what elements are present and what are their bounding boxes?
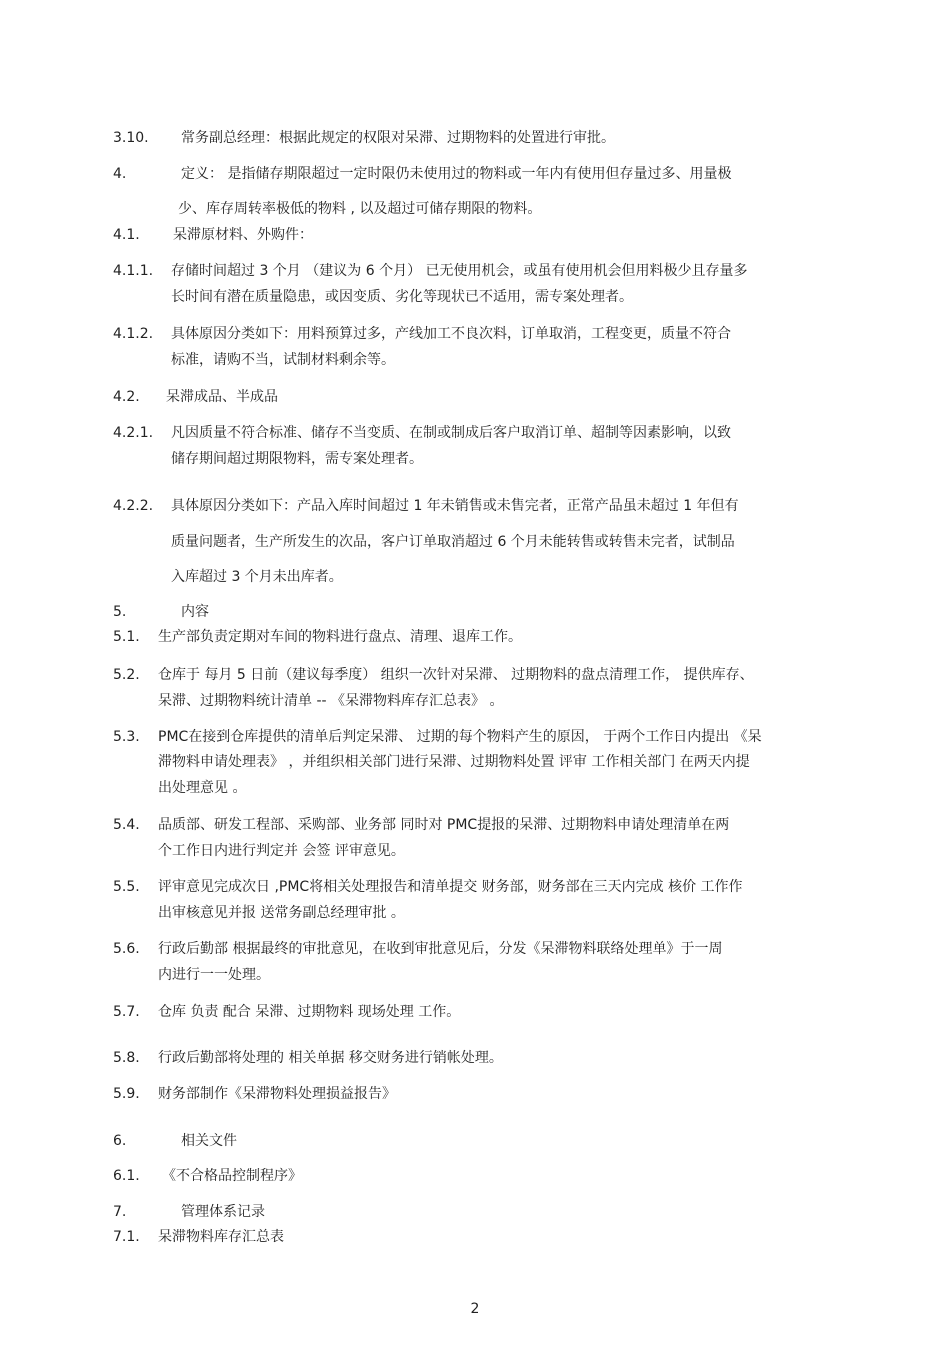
section-number: 5.3.: [113, 729, 140, 745]
section-number: 4.2.: [113, 389, 140, 405]
section-text-line: 呆滞成品、半成品: [166, 389, 278, 405]
section-text-line: PMC在接到仓库提供的清单后判定呆滞、 过期的每个物料产生的原因， 于两个工作日内提出 《呆: [158, 729, 762, 745]
section-number: 5.4.: [113, 817, 140, 833]
section-text-line: 具体原因分类如下：用料预算过多，产线加工不良次料，订单取消，工程变更，质量不符合: [171, 326, 731, 342]
section-text-line: 常务副总经理：根据此规定的权限对呆滞、过期物料的处置进行审批。: [181, 130, 615, 146]
section-text-line: 仓库 负责 配合 呆滞、过期物料 现场处理 工作。: [158, 1004, 461, 1020]
section-text-line: 内容: [181, 604, 209, 620]
section-text-line: 生产部负责定期对车间的物料进行盘点、清理、退库工作。: [158, 629, 522, 645]
section-number: 7.1.: [113, 1229, 140, 1245]
section-text-line: 呆滞物料库存汇总表: [158, 1229, 284, 1245]
section-text-line: 呆滞原材料、外购件：: [173, 227, 313, 243]
section-text-line: 财务部制作《呆滞物料处理损益报告》: [158, 1086, 396, 1102]
section-text-line: 标准，请购不当，试制材料剩余等。: [171, 352, 395, 368]
section-number: 5.6.: [113, 941, 140, 957]
section-number: 4.2.1.: [113, 425, 154, 441]
section-number: 6.: [113, 1133, 127, 1149]
section-number: 6.1.: [113, 1168, 140, 1184]
section-number: 5.9.: [113, 1086, 140, 1102]
section-number: 5.8.: [113, 1050, 140, 1066]
section-text-line: 内进行一一处理。: [158, 967, 270, 983]
section-number: 5.1.: [113, 629, 140, 645]
section-number: 3.10.: [113, 130, 149, 146]
section-text-line: 《不合格品控制程序》: [162, 1168, 302, 1184]
section-number: 4.1.2.: [113, 326, 154, 342]
section-number: 4.: [113, 166, 127, 182]
section-text-line: 品质部、研发工程部、采购部、业务部 同时对 PMC提报的呆滞、过期物料申请处理清单在两: [158, 817, 730, 833]
section-number: 5.7.: [113, 1004, 140, 1020]
section-number: 4.2.2.: [113, 498, 154, 514]
section-number: 4.1.: [113, 227, 140, 243]
section-text-line: 定义： 是指储存期限超过一定时限仍未使用过的物料或一年内有使用但存量过多、用量极: [181, 166, 732, 182]
section-text-line: 个工作日内进行判定并 会签 评审意见。: [158, 843, 405, 859]
section-text-line: 质量问题者，生产所发生的次品，客户订单取消超过 6 个月未能转售或转售未完者，试制品: [171, 534, 735, 550]
section-text-line: 存储时间超过 3 个月 （建议为 6 个月） 已无使用机会，或虽有使用机会但用料极少且存量多: [171, 263, 748, 279]
section-text-line: 行政后勤部 根据最终的审批意见，在收到审批意见后，分发《呆滞物料联络处理单》于一周: [158, 941, 723, 957]
section-text-line: 入库超过 3 个月未出库者。: [171, 569, 343, 585]
page-number: 2: [470, 1301, 480, 1317]
section-number: 5.: [113, 604, 127, 620]
section-text-line: 长时间有潜在质量隐患，或因变质、劣化等现状已不适用，需专案处理者。: [171, 289, 633, 305]
section-text-line: 行政后勤部将处理的 相关单据 移交财务进行销帐处理。: [158, 1050, 503, 1066]
section-text-line: 呆滞、过期物料统计清单 -- 《呆滞物料库存汇总表》 。: [158, 693, 504, 709]
section-text-line: 出处理意见 。: [158, 780, 247, 796]
section-text-line: 具体原因分类如下：产品入库时间超过 1 年未销售或未售完者，正常产品虽未超过 1 年但有: [171, 498, 739, 514]
section-text-line: 管理体系记录: [181, 1204, 265, 1220]
section-number: 5.5.: [113, 879, 140, 895]
section-number: 4.1.1.: [113, 263, 154, 279]
section-number: 5.2.: [113, 667, 140, 683]
section-text-line: 少、库存周转率极低的物料 , 以及超过可储存期限的物料。: [178, 201, 542, 217]
section-text-line: 相关文件: [181, 1133, 237, 1149]
section-text-line: 储存期间超过期限物料，需专案处理者。: [171, 451, 423, 467]
section-text-line: 评审意见完成次日 ,PMC将相关处理报告和清单提交 财务部，财务部在三天内完成 核价 工作作: [158, 879, 743, 895]
section-text-line: 滞物料申请处理表》 ，并组织相关部门进行呆滞、过期物料处置 评审 工作相关部门 在两天内提: [158, 754, 750, 770]
section-text-line: 凡因质量不符合标准、储存不当变质、在制或制成后客户取消订单、超制等因素影响，以致: [171, 425, 731, 441]
section-number: 7.: [113, 1204, 127, 1220]
section-text-line: 仓库于 每月 5 日前（建议每季度） 组织一次针对呆滞、 过期物料的盘点清理工作， 提供库存、: [158, 667, 754, 683]
section-text-line: 出审核意见并报 送常务副总经理审批 。: [158, 905, 405, 921]
